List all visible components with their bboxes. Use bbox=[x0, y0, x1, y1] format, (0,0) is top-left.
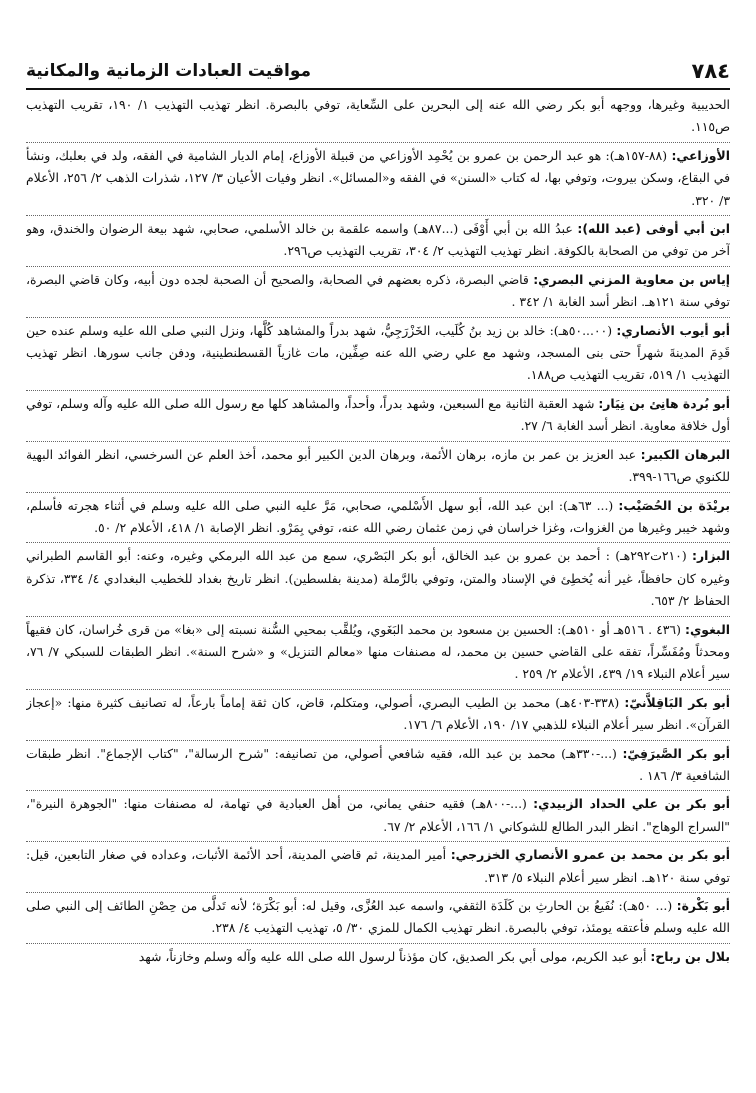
entry-term: بلال بن رباح: bbox=[650, 948, 730, 964]
entry-text: (...-٨٠٠هـ) فقيه حنفي يماني، من أهل العبادية في تهامة، له مصنفات منها: "الجوهرة النيرة"، "السراج الوهاج". انظر البدر الطالع للشوكاني ١/ ١٦٦، الأعلام ٢/ ٦٧. bbox=[26, 796, 730, 834]
entry-bazzar bbox=[26, 543, 730, 616]
entry-term: إياس بن معاوية المزني البصري: bbox=[533, 271, 730, 287]
entry-iyas bbox=[26, 267, 730, 318]
entry-text: الحديبية وغيرها، ووجهه أبو بكر رضي الله عنه إلى البحرين على السِّعاية، توفي بالبصرة. انظر تهذيب التهذيب ١/ ١٩٠، تقريب التهذيب ص١١٥. bbox=[26, 97, 730, 135]
entry-term: أبو بكر البَاقِلاَّنيّ: bbox=[624, 694, 730, 710]
entry-term: البزار: bbox=[691, 548, 730, 564]
entry-burhan-kabir bbox=[26, 442, 730, 493]
entry-abu-bakra bbox=[26, 893, 730, 944]
entry-text: (... ٦٣هـ): ابن عبد الله، أبو سهل الأَسْلمي، صحابي، مَرَّ عليه النبي صلى الله عليه وسلم في أثناء هجرته فأسلم، وشهد خيبر وغيرها من الغزوات، وغزا خراسان في زمن عثمان رضي الله عنه، توفي بِمَرْو. انظر الإصابة ١/ ٤١٨، الأعلام ٢/ ٥٠. bbox=[26, 497, 730, 535]
entry-abu-bakr-ansari bbox=[26, 842, 730, 893]
entry-buraida bbox=[26, 493, 730, 544]
entry-term: بريْدَة بن الحُصَيْب: bbox=[618, 497, 730, 513]
entry-text: (...-٣٣٠هـ) محمد بن عبد الله، فقيه شافعي أصولي، من تصانيفه: "شرح الرسالة"، "كتاب الإجماع". انظر طبقات الشافعية ٣/ ١٨٦ . bbox=[26, 745, 730, 783]
entry-awzai bbox=[26, 143, 730, 216]
entry-baghawi bbox=[26, 617, 730, 690]
entry-term: أبو بكر بن علي الحداد الزبيدي: bbox=[533, 796, 730, 812]
entry-ibn-abi-awfa bbox=[26, 216, 730, 267]
entry-term: أبو أيوب الأنصاري: bbox=[616, 322, 730, 338]
entry-text: قاضي البصرة، ذكره بعضهم في الصحابة، والصحيح أن الصحبة لجده دون أبيه، وكان قاضي البصرة، توفي سنة ١٢١هـ. انظر أسد الغابة ١/ ٣٤٢ . bbox=[26, 271, 730, 310]
entry-term: البرهان الكبير: bbox=[640, 446, 730, 462]
entry-text: أبو عبد الكريم، مولى أبي بكر الصديق، كان مؤذناً لرسول الله صلى الله عليه وآله وسلم وخازناً، شهد bbox=[138, 948, 651, 964]
entry-text: شهد العقبة الثانية مع السبعين، وشهد بدراً، وأحداً، والمشاهد كلها مع رسول الله صلى الله عليه وآله وسلم، توفي أول خلافة معاوية. انظر أسد الغابة ٦/ ٢٧. bbox=[26, 395, 730, 434]
entry-text: (... ٥٠هـ): نُفَيعُ بن الحارثِ بن كَلَدَة الثقفي، واسمه عبد العُزَّى، وقيل له: أبو بَكْرَة؛ لأنه تَدلَّى من حِصْنِ الطائف إلى النبي صلى الله عليه وسلم فأعتقه يومئذ، توفي بالبصرة. انظر تهذيب الكمال للمزي ٣٠/ ٥، تهذيب التهذيب ٤/ ٢٣٨. bbox=[26, 898, 730, 936]
entry-text: (٠٠...٥٠هـ): خالد بن زيد بنُ كُلَيب، الخَزْرَجِيُّ، شهد بدراً والمشاهد كُلَّها، ونزل النبي صلى الله عليه وسلم عنده حين قَدِمَ المدينةَ شهراً حتى بنى المسجد، وشهد مع علي رضي الله عنه صِفِّين، مات غازياً القسطنطينية، ودفن جانب سورها. انظر تهذيب التهذيب ١/ ٥١٩، تقريب التهذيب ص١٨٨. bbox=[26, 322, 730, 383]
page-header bbox=[26, 58, 730, 84]
header-rule bbox=[26, 88, 730, 90]
entry-abu-ayyub bbox=[26, 318, 730, 391]
entry-text: (٣٣٨-٤٠٣هـ) محمد بن الطيب البصري، أصولي، ومتكلم، قاض، كان ثقة إماماً بارعاً، له تصانيف كثيرة منها: «إعجاز القرآن». انظر سير أعلام النبلاء للذهبي ١٧/ ١٩٠، الأعلام ٦/ ١٧٦. bbox=[26, 694, 730, 733]
entry-text: عبد العزيز بن عمر بن مازه، برهان الأئمة، وبرهان الدين الكبير أبو محمد، أخذ العلم عن السرخسي، انظر الفوائد البهية للكنوي ص١٦٦-٣٩٩. bbox=[26, 446, 730, 485]
running-title: مواقيت العبادات الزمانية والمكانية bbox=[26, 61, 311, 81]
entry-term: أبو بَكْرة: bbox=[676, 898, 730, 913]
entry-continued bbox=[26, 94, 730, 143]
entry-sayrafi bbox=[26, 741, 730, 792]
entry-term: أبو بكر بن محمد بن عمرو الأنصاري الخزرجي: bbox=[450, 847, 730, 863]
entry-text: (٤٣٦ . ٥١٦هـ أو ٥١٠هـ): الحسين بن مسعود بن محمد البَغَوي، ويُلقَّب بمحيي السُّنة نسبته إلى «بغا» من قرى خُراسان، كان فقيهاً ومحدثاً ومُفَسِّراً، تفقه على القاضي حسين بن محمد، له مصنفات منها «معالم التنزيل» و «شرح السنة». انظر الطبقات للسبكي ٧/ ٧٦، سير أعلام النبلاء ١٩/ ٤٣٩، الأعلام ٢/ ٢٥٩ . bbox=[26, 621, 730, 682]
entry-term: الأوزاعي: bbox=[671, 147, 730, 163]
entry-text: أمير المدينة، ثم قاضي المدينة، أحد الأئمة الأثبات، وعداده في صغار التابعين، قيل: توفي سنة ١٢٠هـ. انظر سير أعلام النبلاء ٥/ ٣١٣. bbox=[26, 847, 730, 885]
entry-bilal bbox=[26, 944, 730, 971]
entry-abu-burda bbox=[26, 391, 730, 442]
entry-term: البغوي: bbox=[684, 621, 730, 637]
entry-term: أبو بكر الصَّيرَفِيّ: bbox=[622, 745, 730, 761]
entry-haddad-zabidi bbox=[26, 791, 730, 842]
entry-text: عبدُ الله بن أبي أَوْفَى (...٨٧هـ) واسمه علقمة بن خالد الأسلمي، صحابي، شهد بيعة الرضوان والخندق، وهو آخر من توفي من الصحابة بالكوفة. انظر تهذيب التهذيب ٢/ ٣٠٤، تقريب التهذيب ص٢٩٦. bbox=[26, 221, 730, 259]
entry-text: (٨٨-١٥٧هـ): هو عبد الرحمن بن عمرو بن يُحْمِد الأوزاعي من قبيلة الأوزاع، إمام الديار الشامية في الفقه، ولد في بعلبك، ونشأ في البقاع، وسكن بيروت، وتوفي بها، له كتاب «السنن» في الفقه و«المسائل». انظر وفيات الأعيان ٣/ ١٢٧، شذرات الذهب ٢/ ٢٥٦، الأعلام ٣/ ٣٢٠. bbox=[26, 147, 730, 208]
glossary-body bbox=[26, 94, 730, 1087]
entry-term: ابن أبي أوفى (عبد الله): bbox=[577, 221, 730, 237]
entry-text: (٢١٠ت٢٩٢هـ) : أحمد بن عمرو بن عبد الخالق، أبو بكر البَصْري، سمع من عبد الله البرمكي وغيره، وعنه: أبو القاسم الطبراني وغيره كان حافظاً، غير أنه يُخطِئ في الإسناد والمتن، وتوفي بالرَّملة (مدينة بفلسطين). انظر تاريخ بغداد للخطيب البغدادي ٤/ ٣٣٤، تذكرة الحفاظ ٢/ ٦٥٣. bbox=[26, 548, 730, 609]
page-number: ٧٨٤ bbox=[691, 59, 730, 83]
entry-term: أبو بُردة هانِئ بن نِيَار: bbox=[598, 395, 730, 411]
entry-baqillani bbox=[26, 690, 730, 741]
